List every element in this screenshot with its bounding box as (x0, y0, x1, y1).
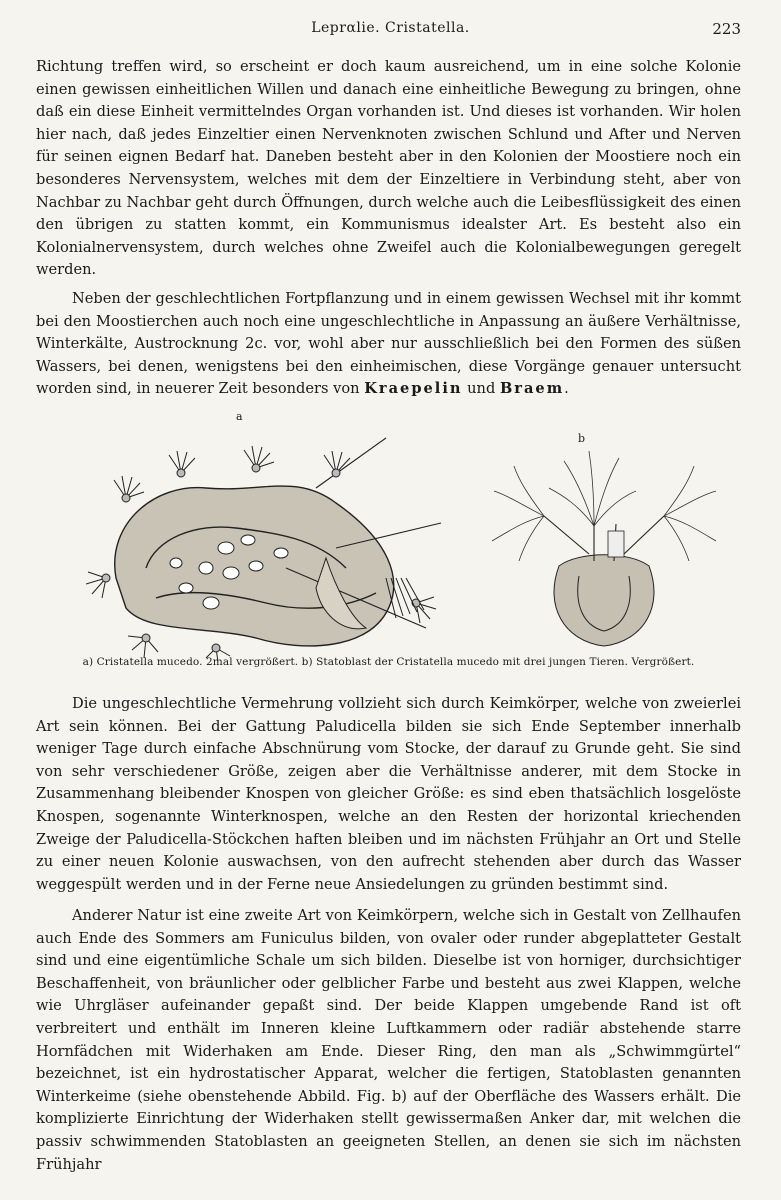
running-head: Leprαlie. Cristatella. (311, 20, 470, 36)
paragraph-2-end: . (564, 380, 569, 398)
paragraph-1: Richtung treffen wird, so erscheint er doch kaum ausreichend, um in eine solche Kolonie einen gewissen einheitlichen Willen und danach eine einheitliche Bewegung zu bringen, ohne daß ein diese Einheit vermittelndes Organ vorhanden ist. Und dieses ist vorhanden. Wir holen hier nach, daß jedes Einzeltier einen Nervenknoten zwischen Schlund und After und Nerven für seinen eignen Bedarf hat. Daneben besteht aber in den Kolonien der Moostiere noch ein besonderes Nervensystem, welches mit dem der Einzeltiere in Verbindung steht, aber von Nachbar zu Nachbar geht durch Öffnungen, durch welche auch die Leibesflüssigkeit des einen den übrigen zu statten kommt, ein Kommunismus idealster Art. Es besteht also ein Kolonialnervensystem, durch welches ohne Zweifel auch die Kolonialbewegungen geregelt werden. (36, 58, 741, 279)
page-header (0, 16, 781, 42)
paragraph-2 (36, 288, 741, 401)
page-number: 223 (712, 20, 741, 38)
paragraph-2-text: Neben der geschlechtlichen Fortpflanzung und in einem gewissen Wechsel mit ihr kommt bei den Moostierchen auch noch eine ungeschlechtliche in Anpassung an äußere Verhältnisse, Winterkälte, Austrocknung 2c. vor, wohl aber nur ausschließlich bei den Formen des süßen Wassers, bei denen, wenigstens bei den einheimischen, diese Vorgänge genauer untersucht worden sind, in neuerer Zeit besonders von (36, 290, 741, 398)
figure-label-b: b (578, 432, 586, 445)
figure-label-a: a (236, 410, 243, 423)
figure-illustration (36, 410, 741, 680)
paragraph-3: Die ungeschlechtliche Vermehrung vollzieht sich durch Keimkörper, welche von zweierlei Art sein können. Bei der Gattung Paludicella bilden sie sich Ende September innerhalb weniger Tage durch einfache Abschnürung vom Stocke, der darauf zu Grunde geht. Sie sind von sehr verschiedener Größe, zeigen aber die Verhältnisse anderer, mit dem Stocke in Zusammenhang bleibender Knospen von gleicher Größe: es sind eben thatsächlich losgelöste Knospen, sogenannte Winterknospen, welche an den Resten der horizontal kriechenden Zweige der Paludicella-Stöckchen haften bleiben und im nächsten Frühjahr an Ort und Stelle zu einer neuen Kolonie auswachsen, von den aufrecht stehenden aber durch das Wasser weggespült werden und in der Ferne neue Ansiedelungen zu gründen bestimmt sind. (36, 695, 741, 893)
paragraph-2-and: und (462, 380, 500, 398)
statoblast-drawing (484, 436, 724, 656)
author-name-braem: Braem (499, 380, 565, 398)
figure-caption: a) Cristatella mucedo. 2mal vergrößert. b) Statoblast der Cristatella mucedo mit drei jungen Tieren. Vergrößert. (82, 656, 695, 668)
cristatella-colony-drawing (86, 428, 446, 660)
paragraph-4: Anderer Natur ist eine zweite Art von Keimkörpern, welche sich in Gestalt von Zellhaufen auch Ende des Sommers am Funiculus bilden, von ovaler oder runder abgeplatteter Gestalt sind und eine eigentümliche Schale um sich bilden. Dieselbe ist von horniger, durchsichtiger Beschaffenheit, von bräunlicher oder gelblicher Farbe und besteht aus zwei Klappen, welche wie Uhrgläser aufeinander gepaßt sind. Der beide Klappen umgebende Rand ist oft verbreitert und enthält im Inneren kleine Luftkammern oder radiär abstehende starre Hornfädchen mit Widerhaken am Ende. Dieser Ring, den man als „Schwimmgürtel“ bezeichnet, ist ein hydrostatischer Apparat, welcher die fertigen, Statoblasten genannten Winterkeime (siehe obenstehende Abbild. Fig. b) auf der Oberfläche des Wassers erhält. Die komplizierte Einrichtung der Widerhaken stellt gewissermaßen Anker dar, mit welchen die passiv schwimmenden Statoblasten an geeigneten Stellen, an denen sie sich im nächsten Frühjahr (36, 907, 741, 1173)
author-name-kraepelin: Kraepelin (364, 380, 463, 398)
